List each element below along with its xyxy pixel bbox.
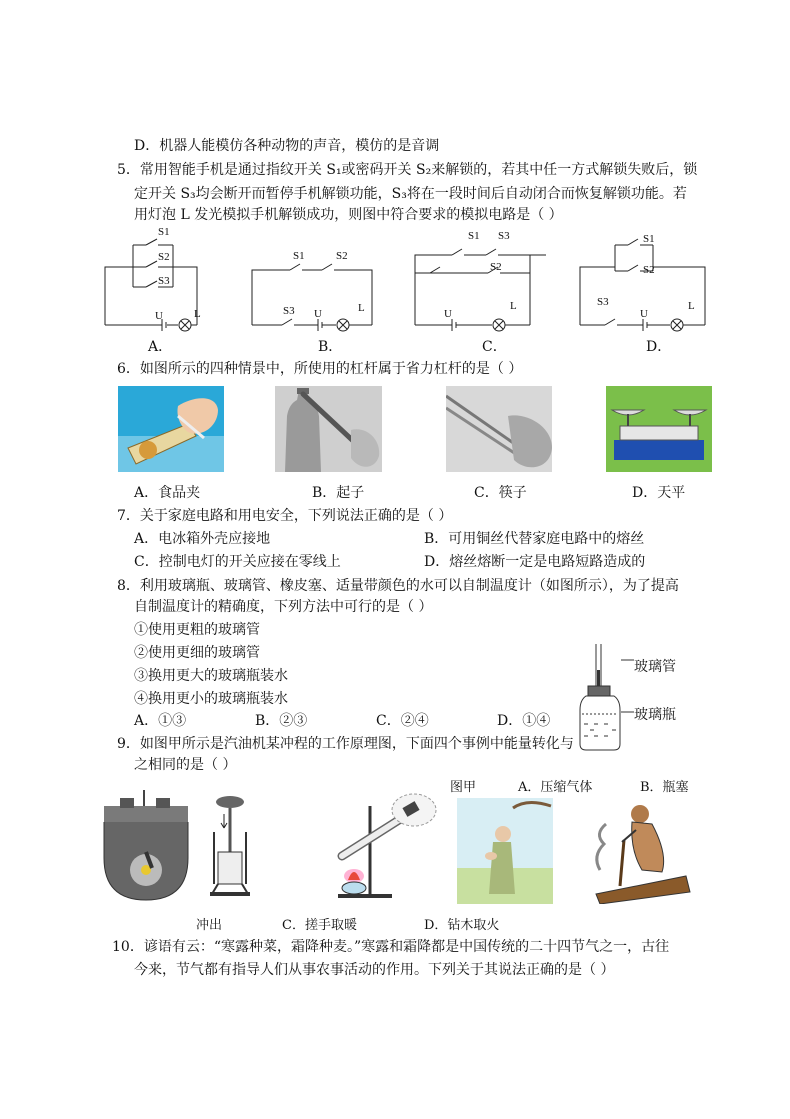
b-s1-label: S1 — [293, 250, 305, 262]
q5-stem-line-3: 用灯泡 L 发光模拟手机解锁成功，则图中符合要求的模拟电路是（ ） — [134, 207, 563, 223]
b-s2-label: S2 — [336, 250, 348, 262]
q9-stem-line-2: 之相同的是（ ） — [134, 757, 237, 773]
a-s2-label: S2 — [158, 251, 170, 263]
q9-option-d: D．钻木取火 — [424, 918, 500, 933]
b-u-label: U — [314, 308, 322, 320]
d-l-label: L — [688, 300, 695, 312]
bottle-opener-photo — [275, 386, 382, 472]
q6-option-c: C．筷子 — [474, 485, 527, 501]
chopsticks-photo — [446, 386, 552, 472]
d-u-label: U — [640, 308, 648, 320]
q8-item-1: ①使用更粗的玻璃管 — [134, 622, 260, 638]
q7-option-c: C．控制电灯的开关应接在零线上 — [134, 554, 341, 570]
q8-option-b: B．②③ — [255, 713, 308, 729]
d-s3-label: S3 — [597, 296, 609, 308]
q9-fig-jia-label: 图甲 — [450, 780, 477, 795]
q8-stem-line-2: 自制温度计的精确度，下列方法中可行的是（ ） — [134, 599, 433, 615]
c-s2-label: S2 — [490, 261, 502, 273]
q8-stem-line-1: 8．利用玻璃瓶、玻璃管、橡皮塞、适量带颜色的水可以自制温度计（如图所示），为了提高 — [117, 578, 679, 594]
q8-item-4: ④换用更小的玻璃瓶装水 — [134, 691, 288, 707]
q9-option-a: A．压缩气体 — [518, 780, 593, 795]
thermometer-bottle-figure — [574, 640, 634, 752]
drill-wood-fire-figure — [590, 800, 692, 904]
circuit-b — [252, 264, 372, 331]
q9-stem-line-1: 9．如图甲所示是汽油机某冲程的工作原理图，下面四个事例中能量转化与 — [117, 736, 574, 752]
c-s3-label: S3 — [498, 230, 510, 242]
b-l-label: L — [358, 302, 365, 314]
q5-circuit-diagrams — [100, 225, 720, 337]
q7-option-d: D．熔丝熔断一定是电路短路造成的 — [424, 554, 646, 570]
c-s1-label: S1 — [468, 230, 480, 242]
q10-stem-line-1: 10．谚语有云：“寒露种菜，霜降种麦。”寒露和霜降都是中国传统的二十四节气之一，古往 — [112, 939, 670, 955]
q5-option-a: A． — [148, 339, 173, 355]
q8-item-2: ②使用更细的玻璃管 — [134, 645, 260, 661]
q6-option-a: A．食品夹 — [134, 485, 201, 501]
q5-option-b: B． — [318, 339, 343, 355]
q7-option-b: B．可用铜丝代替家庭电路中的熔丝 — [424, 531, 645, 547]
d-s1-label: S1 — [643, 233, 655, 245]
q6-stem: 6．如图所示的四种情景中，所使用的杠杆属于省力杠杆的是（ ） — [117, 361, 523, 377]
d-s2-label: S2 — [643, 264, 655, 276]
b-s3-label: S3 — [283, 305, 295, 317]
tube-cork-figure — [318, 792, 440, 904]
rub-hands-figure — [457, 798, 553, 904]
q5-option-c: C． — [482, 339, 507, 355]
q4-option-d: D．机器人能模仿各种动物的声音，模仿的是音调 — [134, 138, 440, 154]
a-s3-label: S3 — [158, 275, 170, 287]
a-u-label: U — [155, 310, 163, 322]
q9-option-b-cont: 冲出 — [196, 918, 223, 933]
q6-option-b: B．起子 — [312, 485, 365, 501]
q8-item-3: ③换用更大的玻璃瓶装水 — [134, 668, 288, 684]
q8-option-d: D．①④ — [497, 713, 551, 729]
circuit-a — [105, 239, 197, 331]
q8-option-c: C．②④ — [376, 713, 429, 729]
c-u-label: U — [444, 308, 452, 320]
q5-option-d: D． — [646, 339, 672, 355]
q6-option-d: D．天平 — [632, 485, 686, 501]
q5-stem-line-1: 5．常用智能手机是通过指纹开关 S₁或密码开关 S₂来解锁的，若其中任一方式解锁失败后，锁 — [117, 162, 698, 178]
q7-option-a: A．电冰箱外壳应接地 — [134, 531, 271, 547]
q9-option-b: B．瓶塞 — [640, 780, 689, 795]
c-l-label: L — [510, 300, 517, 312]
engine-figure — [100, 788, 192, 904]
q8-option-a: A．①③ — [134, 713, 187, 729]
a-l-label: L — [194, 308, 201, 320]
glass-bottle-label: 玻璃瓶 — [634, 707, 676, 723]
q5-stem-line-2: 定开关 S₃均会断开而暂停手机解锁功能，S₃将在一段时间后自动闭合而恢复解锁功能。若 — [134, 186, 687, 202]
circuit-c — [415, 249, 546, 331]
q9-option-c: C．搓手取暖 — [282, 918, 357, 933]
balance-scale-photo — [606, 386, 712, 472]
compress-gas-figure — [204, 792, 256, 904]
q7-stem: 7．关于家庭电路和用电安全，下列说法正确的是（ ） — [117, 508, 453, 524]
q10-stem-line-2: 今来，节气都有指导人们从事农事活动的作用。下列关于其说法正确的是（ ） — [134, 962, 615, 978]
food-tongs-photo — [118, 386, 224, 472]
glass-tube-label: 玻璃管 — [634, 659, 676, 675]
a-s1-label: S1 — [158, 226, 170, 238]
